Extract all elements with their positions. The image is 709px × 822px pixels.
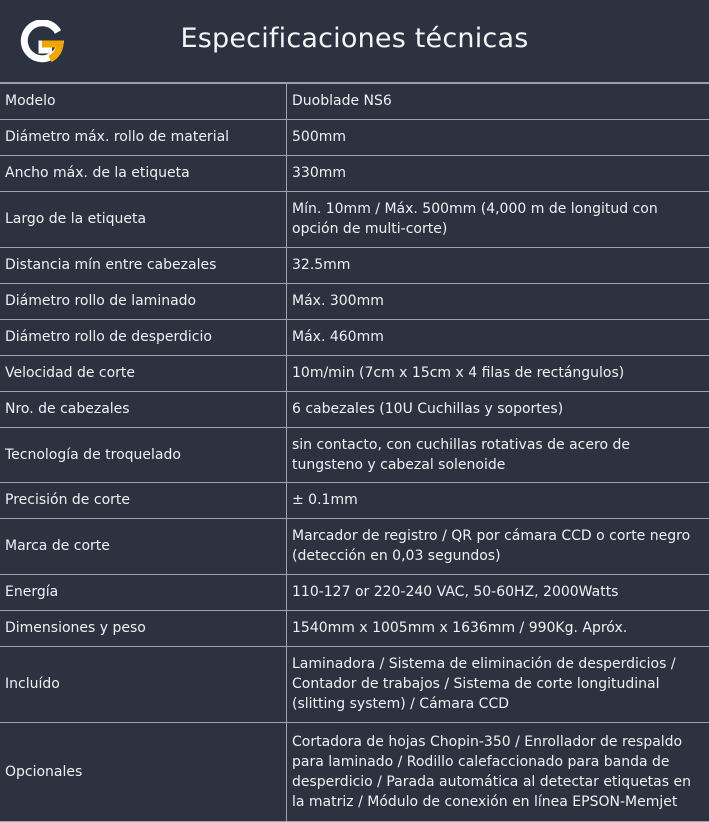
spec-label: Nro. de cabezales bbox=[0, 391, 287, 427]
spec-label: Largo de la etiqueta bbox=[0, 191, 287, 247]
spec-label: Precisión de corte bbox=[0, 482, 287, 518]
table-row bbox=[0, 84, 709, 119]
spec-label: Energía bbox=[0, 574, 287, 610]
spec-label: Incluído bbox=[0, 646, 287, 722]
spec-value: Máx. 460mm bbox=[287, 319, 709, 355]
spec-label: Opcionales bbox=[0, 722, 287, 821]
table-row bbox=[0, 427, 709, 482]
spec-value: sin contacto, con cuchillas rotativas de acero de tungsteno y cabezal solenoide bbox=[287, 427, 709, 482]
table-row bbox=[0, 155, 709, 191]
spec-label: Diámetro rollo de desperdicio bbox=[0, 319, 287, 355]
spec-value: Mín. 10mm / Máx. 500mm (4,000 m de longitud con opción de multi-corte) bbox=[287, 191, 709, 247]
spec-value: 500mm bbox=[287, 119, 709, 155]
spec-value: ± 0.1mm bbox=[287, 482, 709, 518]
table-row bbox=[0, 119, 709, 155]
spec-value: 10m/min (7cm x 15cm x 4 filas de rectángulos) bbox=[287, 355, 709, 391]
spec-value: Máx. 300mm bbox=[287, 283, 709, 319]
table-row bbox=[0, 319, 709, 355]
table-row bbox=[0, 355, 709, 391]
table-row bbox=[0, 482, 709, 518]
header bbox=[0, 0, 709, 84]
spec-label: Tecnología de troquelado bbox=[0, 427, 287, 482]
table-row bbox=[0, 646, 709, 722]
spec-label: Distancia mín entre cabezales bbox=[0, 247, 287, 283]
spec-value: 1540mm x 1005mm x 1636mm / 990Kg. Apróx. bbox=[287, 610, 709, 646]
spec-value: 32.5mm bbox=[287, 247, 709, 283]
table-row bbox=[0, 610, 709, 646]
spec-value: 110-127 or 220-240 VAC, 50-60HZ, 2000Watts bbox=[287, 574, 709, 610]
spec-value: Laminadora / Sistema de eliminación de desperdicios / Contador de trabajos / Sistema de corte longitudinal (slitting system) / Cámara CCD bbox=[287, 646, 709, 722]
spec-value: Duoblade NS6 bbox=[287, 84, 709, 119]
spec-label: Ancho máx. de la etiqueta bbox=[0, 155, 287, 191]
spec-value: Cortadora de hojas Chopin-350 / Enrollador de respaldo para laminado / Rodillo calefaccionado para banda de desperdicio / Parada automática al detectar etiquetas en la matriz / Módulo de conexión en línea EPSON-Memjet bbox=[287, 722, 709, 821]
spec-value: Marcador de registro / QR por cámara CCD o corte negro (detección en 0,03 segundos) bbox=[287, 518, 709, 574]
table-row bbox=[0, 722, 709, 821]
table-row bbox=[0, 247, 709, 283]
spec-label: Diámetro rollo de laminado bbox=[0, 283, 287, 319]
table-row bbox=[0, 518, 709, 574]
spec-label: Dimensiones y peso bbox=[0, 610, 287, 646]
spec-value: 6 cabezales (10U Cuchillas y soportes) bbox=[287, 391, 709, 427]
spec-value: 330mm bbox=[287, 155, 709, 191]
spec-label: Diámetro máx. rollo de material bbox=[0, 119, 287, 155]
spec-table bbox=[0, 84, 709, 822]
table-row bbox=[0, 191, 709, 247]
page-title: Especificaciones técnicas bbox=[0, 23, 709, 54]
spec-label: Marca de corte bbox=[0, 518, 287, 574]
table-row bbox=[0, 391, 709, 427]
spec-label: Modelo bbox=[0, 84, 287, 119]
table-row bbox=[0, 574, 709, 610]
table-row bbox=[0, 283, 709, 319]
spec-label: Velocidad de corte bbox=[0, 355, 287, 391]
